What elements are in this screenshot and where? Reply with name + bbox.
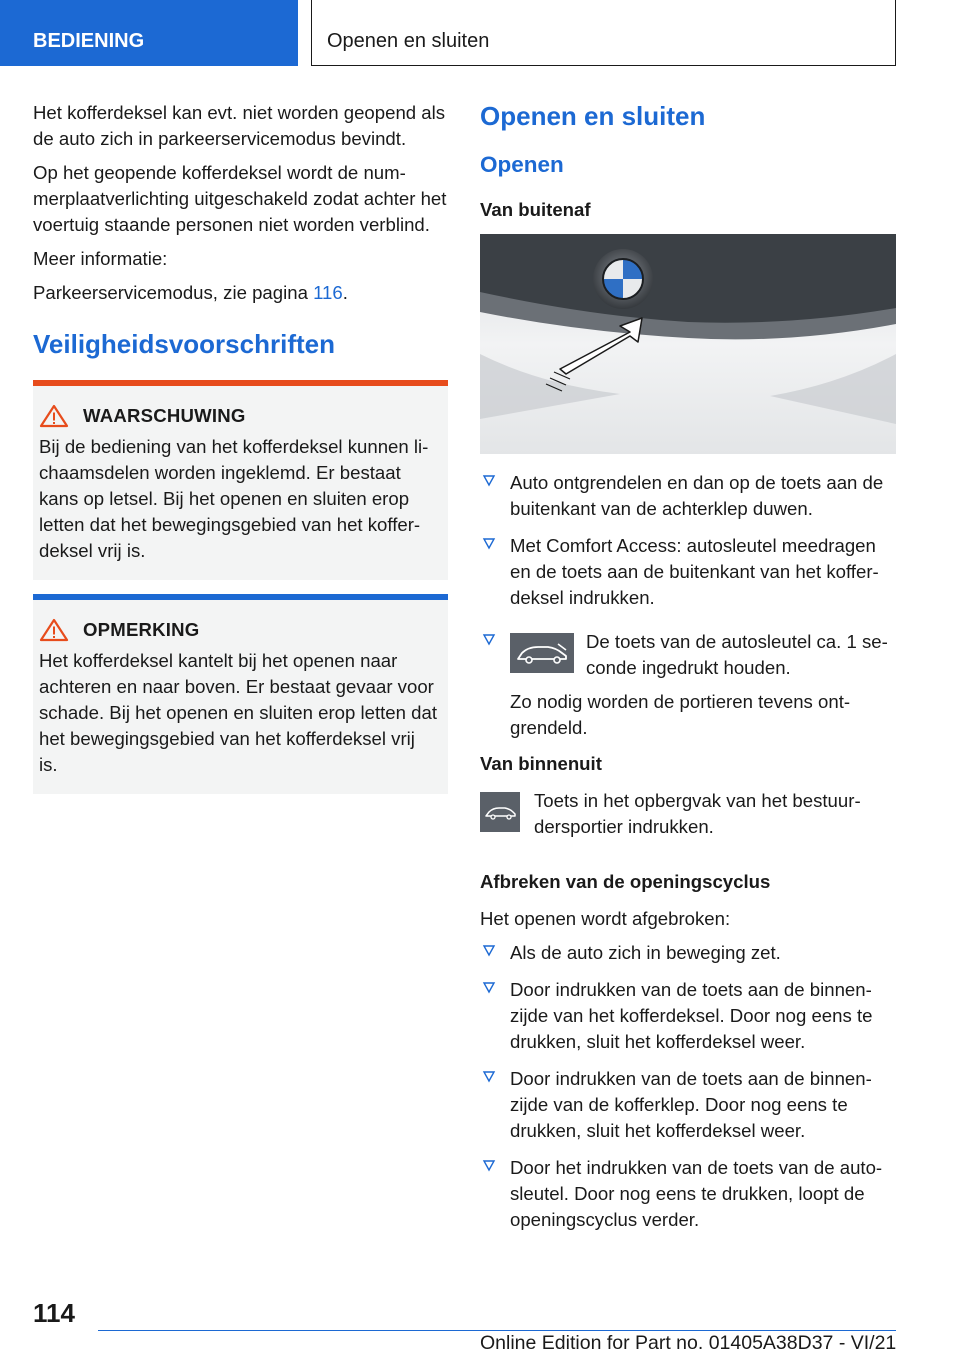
list-item <box>480 977 896 1055</box>
list-item <box>480 629 896 741</box>
list-item <box>480 1155 896 1233</box>
list-item-text: Auto ontgrendelen en dan op de toets aan de buitenkant van de achterklep duwen. <box>510 472 884 519</box>
warning-triangle-icon <box>39 618 69 642</box>
list-item <box>480 940 896 966</box>
paragraph: Het openen wordt afgebroken: <box>480 908 731 929</box>
triangle-bullet-icon <box>482 473 496 487</box>
list-item <box>480 1066 896 1144</box>
notice-title: OPMERKING <box>83 619 200 640</box>
warning-box <box>33 380 448 580</box>
paragraph: Op het geopende kofferdeksel wordt de nummerplaatverlichting uitgeschakeld zodat achter het voertuig staande personen niet worden verblind. <box>33 162 447 235</box>
notice-header <box>39 618 438 642</box>
warning-header <box>39 404 438 428</box>
notice-text: Het kofferdeksel kantelt bij het openen naar achteren en naar boven. Er bestaat gevaar voor schade. Bij het openen en sluiten erop letten dat het bewegingsgebied van het kofferdeksel vrij is. <box>39 650 437 775</box>
triangle-bullet-icon <box>482 1069 496 1083</box>
paragraph-heading: Afbreken van de openingscyclus <box>480 871 771 892</box>
list-item-text: Door het indrukken van de toets van de autosleutel. Door nog eens te drukken, loopt de openingscyclus verder. <box>510 1157 883 1230</box>
page-link[interactable]: 116 <box>313 282 343 303</box>
edition-text: Online Edition for Part no. 01405A38D37 - VI/21 <box>480 1332 897 1354</box>
paragraph: Meer informatie: <box>33 248 168 269</box>
triangle-bullet-icon <box>482 1158 496 1172</box>
notice-box <box>33 594 448 794</box>
section-heading: Veiligheidsvoorschriften <box>33 329 335 359</box>
paragraph-heading: Van binnenuit <box>480 753 602 774</box>
left-column <box>33 100 448 808</box>
footer-divider <box>98 1330 896 1331</box>
subsection-heading: Openen <box>480 152 564 177</box>
list-item-text: Door indrukken van de toets aan de binnenzijde van de kofferklep. Door nog eens te drukken, sluit het kofferdeksel weer. <box>510 1068 872 1141</box>
page-header <box>0 0 960 66</box>
list-item <box>480 470 896 522</box>
warning-title: WAARSCHUWING <box>83 405 246 426</box>
page-number: 114 <box>33 1298 75 1328</box>
list-item <box>480 533 896 611</box>
car-key-button-icon <box>510 633 574 673</box>
key-row <box>510 629 896 681</box>
list-item-text: Als de auto zich in beweging zet. <box>510 942 781 963</box>
triangle-bullet-icon <box>482 980 496 994</box>
car-trunk-icon <box>514 640 570 666</box>
inside-text: Toets in het opbergvak van het bestuurdersportier indrukken. <box>534 790 861 837</box>
door-trunk-button-icon <box>480 792 520 832</box>
abort-list <box>480 940 896 1233</box>
paragraph-heading: Van buitenaf <box>480 199 591 220</box>
outside-steps-list <box>480 470 896 741</box>
list-item-text: Door indrukken van de toets aan de binnenzijde van het kofferdeksel. Door nog eens te drukken, sluit het kofferdeksel weer. <box>510 979 873 1052</box>
triangle-bullet-icon <box>482 536 496 550</box>
list-item-text: De toets van de autosleutel ca. 1 seconde ingedrukt houden. <box>586 631 888 678</box>
list-item-text: Met Comfort Access: autosleutel meedragen en de toets aan de buitenkant van het kofferdeksel indrukken. <box>510 535 879 608</box>
section-tab: BEDIENING <box>0 0 298 66</box>
trunk-button-photo <box>480 234 896 454</box>
car-trunk-icon <box>483 802 517 822</box>
paragraph: Het kofferdeksel kan evt. niet worden geopend als de auto zich in parkeerservicemodus bevindt. <box>33 102 446 149</box>
chapter-title: Openen en sluiten <box>311 0 896 66</box>
key-item-note: Zo nodig worden de portieren tevens ontgrendeld. <box>510 691 851 738</box>
section-heading: Openen en sluiten <box>480 101 706 131</box>
warning-text: Bij de bediening van het kofferdeksel kunnen lichaamsdelen worden ingeklemd. Er bestaat kans op letsel. Bij het openen en sluiten erop letten dat het bewegingsgebied van het kofferdeksel vrij is. <box>39 436 429 561</box>
triangle-bullet-icon <box>482 943 496 957</box>
paragraph-reference <box>33 280 448 306</box>
right-column <box>480 100 896 1244</box>
warning-triangle-icon <box>39 404 69 428</box>
inside-row <box>480 788 896 840</box>
triangle-bullet-icon <box>482 632 496 646</box>
reference-text: Parkeerservicemodus, zie pagina <box>33 282 314 303</box>
reference-end: . <box>342 282 348 303</box>
